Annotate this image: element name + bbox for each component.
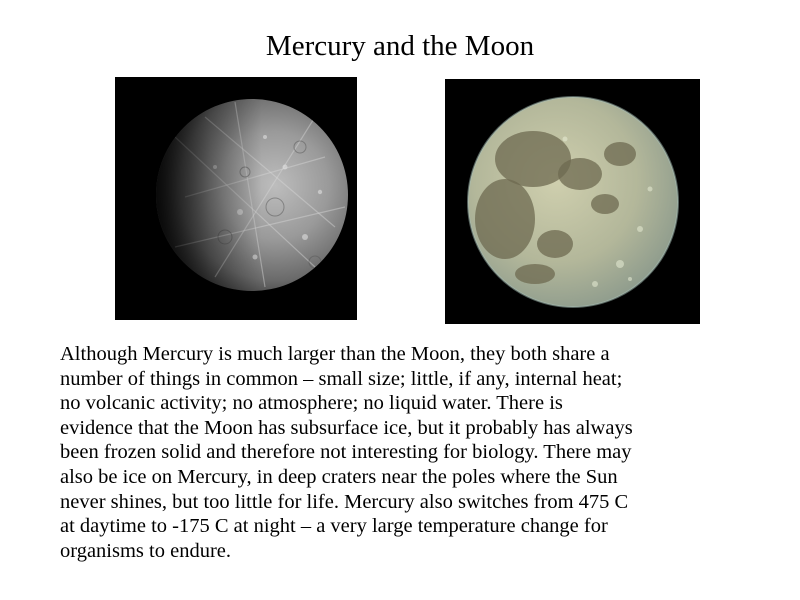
mercury-planet-image [115,77,357,320]
body-line: evidence that the Moon has subsurface ice, but it probably has always [60,416,633,439]
body-line: never shines, but too little for life. Mercury also switches from 475 C [60,490,629,513]
body-line: at daytime to -175 C at night – a very large temperature change for [60,515,608,538]
body-line: organisms to endure. [60,539,231,562]
moon-image [445,79,700,324]
body-line: been frozen solid and therefore not interesting for biology. There may [60,441,632,464]
body-line: no volcanic activity; no atmosphere; no liquid water. There is [60,392,563,415]
mercury-photo [115,77,357,320]
body-line: number of things in common – small size; little, if any, internal heat; [60,367,623,390]
slide-title: Mercury and the Moon [265,30,535,62]
body-line: also be ice on Mercury, in deep craters near the poles where the Sun [60,465,618,488]
body-paragraph [60,342,760,563]
body-line: Although Mercury is much larger than the Moon, they both share a [60,343,610,365]
moon-photo [445,79,700,324]
